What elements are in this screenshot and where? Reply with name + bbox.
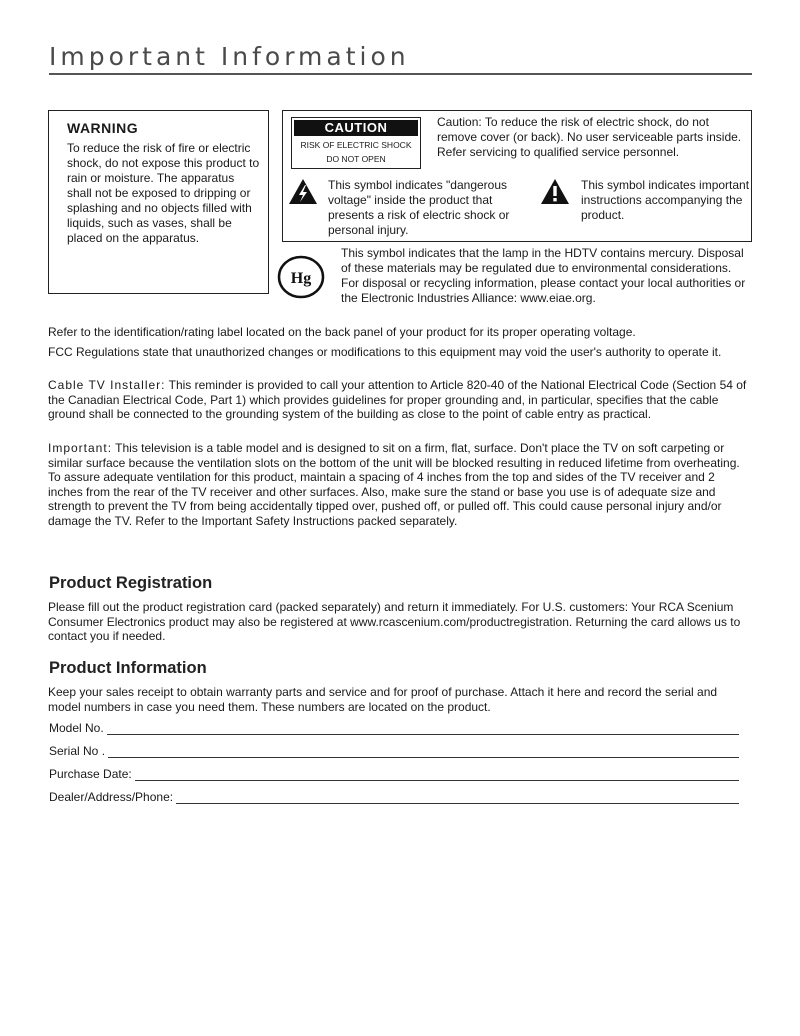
caution-label-line2: DO NOT OPEN xyxy=(326,154,386,164)
cable-installer-paragraph xyxy=(48,378,752,422)
dealer-address-phone-field[interactable] xyxy=(49,790,739,804)
dangerous-voltage-text: This symbol indicates "dangerous voltage" inside the product that presents a risk of electric shock or personal injury. xyxy=(328,178,510,237)
svg-text:Hg: Hg xyxy=(290,270,312,287)
dealer-address-phone-label: Dealer/Address/Phone: xyxy=(49,790,174,804)
registration-heading: Product Registration xyxy=(49,574,213,592)
cable-installer-text: This reminder is provided to call your attention to Article 820-40 of the National Electrical Code (Section 54 of the Canadian Electrical Code, Part 1) which provides guidelines for proper grounding and, in particular, specifies that the cable ground shall be connected to the grounding system of the building as close to the point of cable entry as practical. xyxy=(48,378,747,421)
caution-label xyxy=(291,117,421,169)
mercury-hg-icon xyxy=(277,255,325,304)
serial-number-label: Serial No . xyxy=(49,744,106,758)
warning-text: To reduce the risk of fire or electric shock, do not expose this product to rain or moisture. The apparatus shall not be exposed to dripping or splashing and no objects filled with liquids, such as vases, shall be placed on the apparatus. xyxy=(67,141,260,245)
model-number-field[interactable] xyxy=(49,721,739,735)
purchase-date-field[interactable] xyxy=(49,767,739,781)
registration-text: Please fill out the product registration card (packed separately) and return it immediately. For U.S. customers: Your RCA Scenium Consumer Electronics product may also be registered at www.rcascenium.com/productregistration. Returning the card allows us to contact you if needed. xyxy=(48,600,741,643)
model-number-label: Model No. xyxy=(49,721,104,735)
mercury-text: This symbol indicates that the lamp in the HDTV contains mercury. Disposal of these materials may be regulated due to environmental considerations. For disposal or recycling information, please contact your local authorities or the Electronic Industries Alliance: www.eiae.org. xyxy=(341,246,746,305)
rating-paragraph: Refer to the identification/rating label located on the back panel of your product for its proper operating voltage. xyxy=(48,325,636,339)
title-divider xyxy=(49,73,752,75)
caution-label-title: CAUTION xyxy=(294,120,418,136)
purchase-date-label: Purchase Date: xyxy=(49,767,132,781)
cable-installer-lead: Cable TV Installer: xyxy=(48,378,166,392)
page-title: Important Information xyxy=(49,42,410,71)
important-lead: Important: xyxy=(48,441,113,455)
important-paragraph xyxy=(48,441,752,528)
exclamation-warning-icon xyxy=(540,178,570,210)
product-info-text: Keep your sales receipt to obtain warranty parts and service and for proof of purchase. Attach it here and record the serial and model numbers in case you need them. These numbers are located on the product. xyxy=(48,685,718,714)
important-text: This television is a table model and is designed to sit on a firm, flat, surface. Don't place the TV on soft carpeting or similar surface because the ventilation slots on the bottom of the unit will be blocked resulting in reduced lifetime from overheating. To assure adequate ventilation for this product, maintain a spacing of 4 inches from the top and sides of the TV receiver and 2 inches from the rear of the TV receiver and other surfaces. Also, make sure the stand or base you use is of adequate size and strength to prevent the TV from being accidentally tipped over, pushed off, or pulled off. This could cause personal injury and/or damage the TV. Refer to the Important Safety Instructions packed separately. xyxy=(48,441,740,528)
warning-heading: WARNING xyxy=(67,120,139,136)
caution-text: Caution: To reduce the risk of electric shock, do not remove cover (or back). No user serviceable parts inside. Refer servicing to qualified service personnel. xyxy=(437,115,742,159)
serial-number-field[interactable] xyxy=(49,744,739,758)
lightning-bolt-icon xyxy=(288,178,318,210)
fcc-paragraph: FCC Regulations state that unauthorized changes or modifications to this equipment may void the user's authority to operate it. xyxy=(48,345,722,359)
product-info-heading: Product Information xyxy=(49,659,207,677)
caution-label-line1: RISK OF ELECTRIC SHOCK xyxy=(300,140,412,150)
important-instructions-text: This symbol indicates important instructions accompanying the product. xyxy=(581,178,750,222)
